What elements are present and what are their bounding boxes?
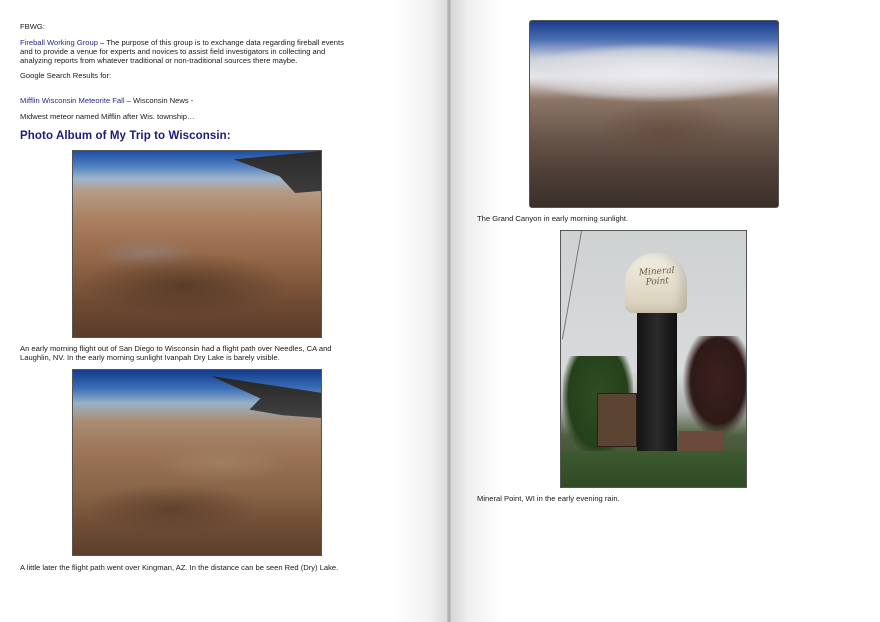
water-tower-shaft <box>637 311 677 451</box>
lawn <box>561 451 746 487</box>
google-results-label: Google Search Results for: <box>20 71 112 80</box>
caption-3: The Grand Canyon in early morning sunlight. <box>477 214 629 223</box>
tree <box>683 336 747 436</box>
fbwg-line3: analyzing reports from whatever traditional or non-traditional sources there maybe. <box>20 56 298 65</box>
stone-sign <box>597 393 637 447</box>
fbwg-line1: – The purpose of this group is to exchange data regarding fireball events <box>97 38 344 47</box>
caption-1: An early morning flight out of San Diego to Wisconsin had a flight path over Needles, CA and Laughlin, NV. In the early morning sunlight Ivanpah Dry Lake is barely visible. <box>20 344 332 362</box>
caption-4: Mineral Point, WI in the early evening rain. <box>477 494 620 503</box>
search-result-suffix: – Wisconsin News - <box>124 96 194 105</box>
photo-needles-flight <box>72 150 322 338</box>
water-tower-lettering: Mineral Point <box>638 265 675 288</box>
photo-kingman-flight <box>72 369 322 556</box>
photo-mineral-point-tower <box>560 230 747 488</box>
airplane-wing <box>211 376 321 432</box>
fbwg-line2: and to provide a venue for experts and novices to assist field investigators in collecting and <box>20 47 326 56</box>
photo-grand-canyon <box>529 20 779 208</box>
airplane-wing <box>229 151 321 193</box>
utility-pole <box>562 231 582 340</box>
search-result-line <box>20 96 193 105</box>
album-heading: Photo Album of My Trip to Wisconsin: <box>20 130 231 142</box>
caption-2: A little later the flight path went over Kingman, AZ. In the distance can be seen Red (Dry) Lake. <box>20 563 339 572</box>
house <box>679 431 724 451</box>
fbwg-label: FBWG: <box>20 22 45 31</box>
search-result-description: Midwest meteor named Mifflin after Wis. township… <box>20 112 195 121</box>
fbwg-paragraph <box>20 38 344 65</box>
fireball-working-group-link[interactable]: Fireball Working Group <box>20 38 98 47</box>
mifflin-meteorite-link[interactable]: Mifflin Wisconsin Meteorite Fall <box>20 96 125 105</box>
